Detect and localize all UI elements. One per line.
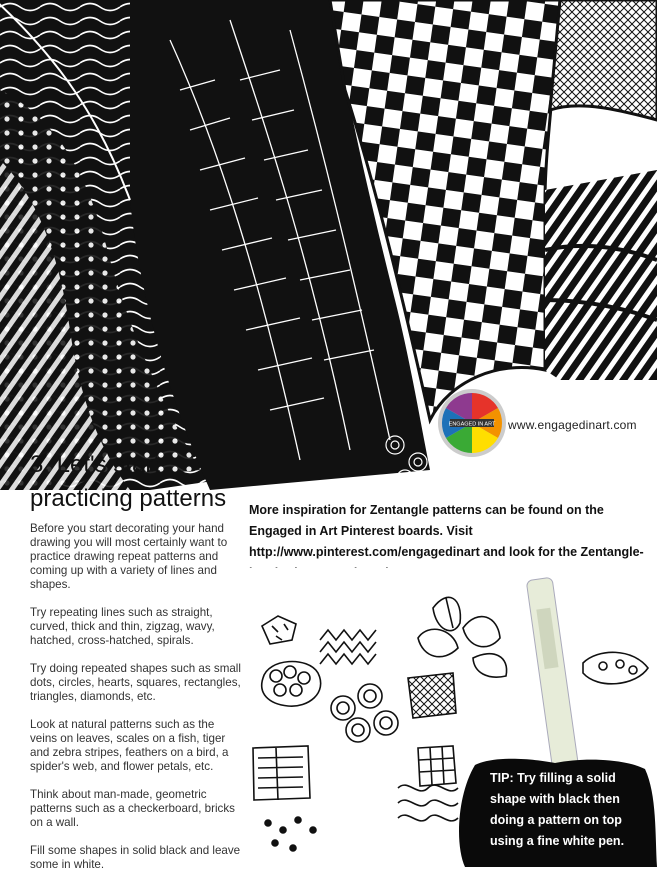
paragraph: Try repeating lines such as straight, curved, thick and thin, zigzag, wavy, hatched, cross-hatched, spirals. [30,606,215,647]
paragraph: Try doing repeated shapes such as small dots, circles, hearts, squares, rectangles, triangles, diamonds, etc. [30,662,241,703]
instructions [30,522,242,886]
svg-text:ENGAGED IN ART: ENGAGED IN ART [448,421,496,428]
paragraph: Fill some shapes in solid black and leave some in white. [30,844,241,871]
engaged-in-art-logo[interactable] [437,388,507,458]
inspiration-note: More inspiration for Zentangle patterns can be found on the Engaged in Art Pinterest boards. Visit http://www.pinterest.com/engagedinart and look for the Zentangle- [249,503,644,559]
section-heading: 3. Let's start practicing patterns [30,451,227,512]
website-url[interactable]: www.engagedinart.com [508,418,637,432]
paragraph: Think about man-made, geometric patterns such as a checkerboard, bricks on a wall. [30,788,235,829]
paragraph: Look at natural patterns such as the veins on leaves, scales on a fish, tiger and zebra stripes, feathers on a bird, a spider's web, and flower petals, etc. [30,718,229,773]
tip-text: TIP: Try filling a solid shape with black then doing a pattern on top using a fine white pen. [490,771,625,848]
paragraph: Before you start decorating your hand drawing you will most certainly want to practice drawing repeat patterns and coming up with a variety of lines and shapes. [30,522,228,591]
